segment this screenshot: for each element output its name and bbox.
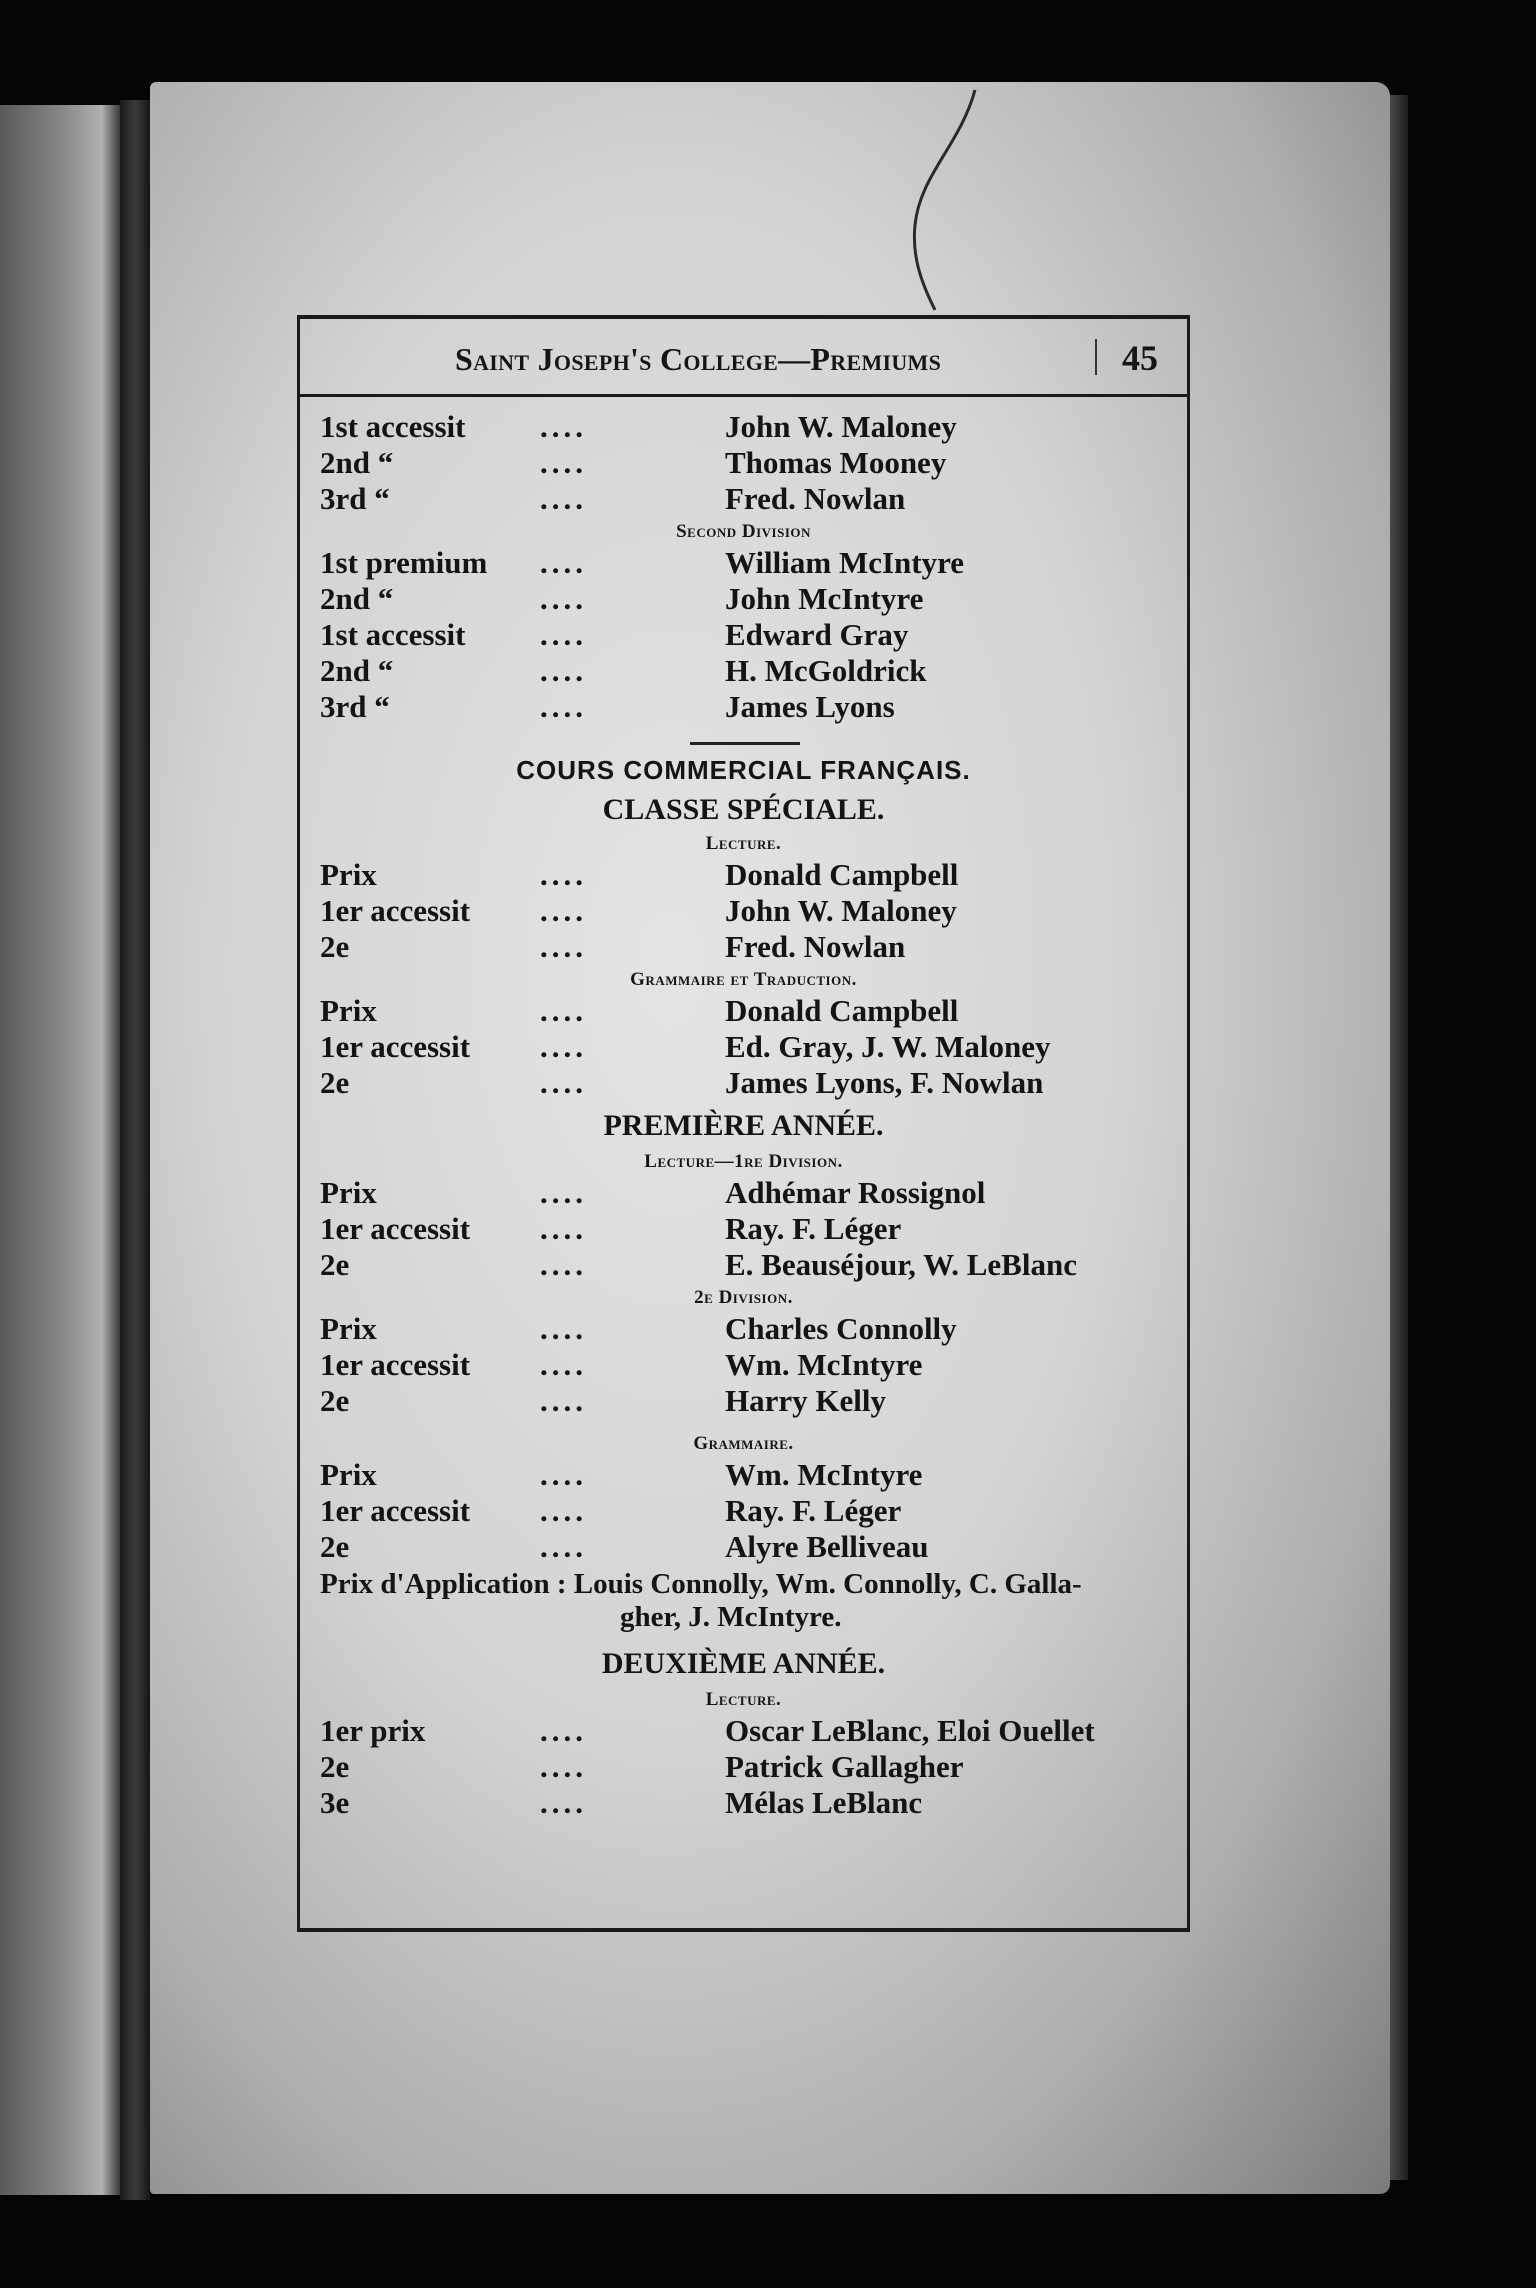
list-item: 2e .... Patrick Gallagher xyxy=(320,1749,964,1784)
list-item: 1er accessit .... Ray. F. Léger xyxy=(320,1211,902,1246)
section-heading: Lecture. xyxy=(705,833,782,854)
list-item: 3rd “ .... Fred. Nowlan xyxy=(320,481,906,516)
section-heading: Grammaire et Traduction. xyxy=(630,969,857,990)
list-item: Prix .... Donald Campbell xyxy=(320,857,959,892)
section-heading: Lecture. xyxy=(705,1689,782,1710)
list-item: 2nd “ .... Thomas Mooney xyxy=(320,445,947,480)
list-item: 1er accessit .... John W. Maloney xyxy=(320,893,957,928)
list-item: Prix .... Wm. McIntyre xyxy=(320,1457,923,1492)
list-item: 3rd “ .... James Lyons xyxy=(320,689,895,724)
list-item: 1er accessit .... Ed. Gray, J. W. Maloney xyxy=(320,1029,1051,1064)
list-item: 1er accessit .... Ray. F. Léger xyxy=(320,1493,902,1528)
deuxieme-annee-heading: DEUXIÈME ANNÉE. xyxy=(601,1647,886,1680)
list-item: 1er accessit .... Wm. McIntyre xyxy=(320,1347,923,1382)
section-rule xyxy=(690,742,800,745)
list-item: 1st accessit .... Edward Gray xyxy=(320,617,909,652)
list-item: 1st accessit .... John W. Maloney xyxy=(320,409,957,444)
list-item: 2e .... Alyre Belliveau xyxy=(320,1529,929,1564)
list-item: Prix .... Donald Campbell xyxy=(320,993,959,1028)
page-crease-mark xyxy=(880,85,990,315)
classe-speciale-heading: CLASSE SPÉCIALE. xyxy=(602,793,885,826)
list-item: 1st premium .... William McIntyre xyxy=(320,545,965,580)
prix-application-continuation: gher, J. McIntyre. xyxy=(620,1601,842,1633)
section-heading: Grammaire. xyxy=(693,1433,794,1454)
prix-application-line: Prix d'Application : Louis Connolly, Wm. Connolly, C. Galla- xyxy=(320,1568,1082,1600)
section-heading: Lecture—1re Division. xyxy=(644,1151,843,1172)
book-gutter xyxy=(120,100,150,2200)
page-frame xyxy=(297,315,1190,1932)
page-edge-shadow xyxy=(1390,95,1408,2180)
section-heading: Second Division xyxy=(676,521,811,542)
page-number: 45 xyxy=(1122,338,1158,378)
list-item: 2nd “ .... John McIntyre xyxy=(320,581,924,616)
premiere-annee-heading: PREMIÈRE ANNÉE. xyxy=(603,1109,884,1142)
running-title: Saint Joseph's College—Premiums xyxy=(455,341,942,377)
list-item: Prix .... Adhémar Rossignol xyxy=(320,1175,986,1210)
cours-heading: COURS COMMERCIAL FRANÇAIS. xyxy=(516,755,971,785)
list-item: 2e .... James Lyons, F. Nowlan xyxy=(320,1065,1044,1100)
left-page-edge xyxy=(0,105,120,2195)
list-item: 2nd “ .... H. McGoldrick xyxy=(320,653,927,688)
list-item: Prix .... Charles Connolly xyxy=(320,1311,957,1346)
header-separator xyxy=(1095,339,1097,375)
list-item: 3e .... Mélas LeBlanc xyxy=(320,1785,923,1820)
list-item: 1er prix .... Oscar LeBlanc, Eloi Ouellet xyxy=(320,1713,1095,1748)
list-item: 2e .... E. Beauséjour, W. LeBlanc xyxy=(320,1247,1077,1282)
list-item: 2e .... Fred. Nowlan xyxy=(320,929,906,964)
list-item: 2e .... Harry Kelly xyxy=(320,1383,886,1418)
running-header xyxy=(300,319,1187,397)
section-heading: 2e Division. xyxy=(694,1287,793,1308)
